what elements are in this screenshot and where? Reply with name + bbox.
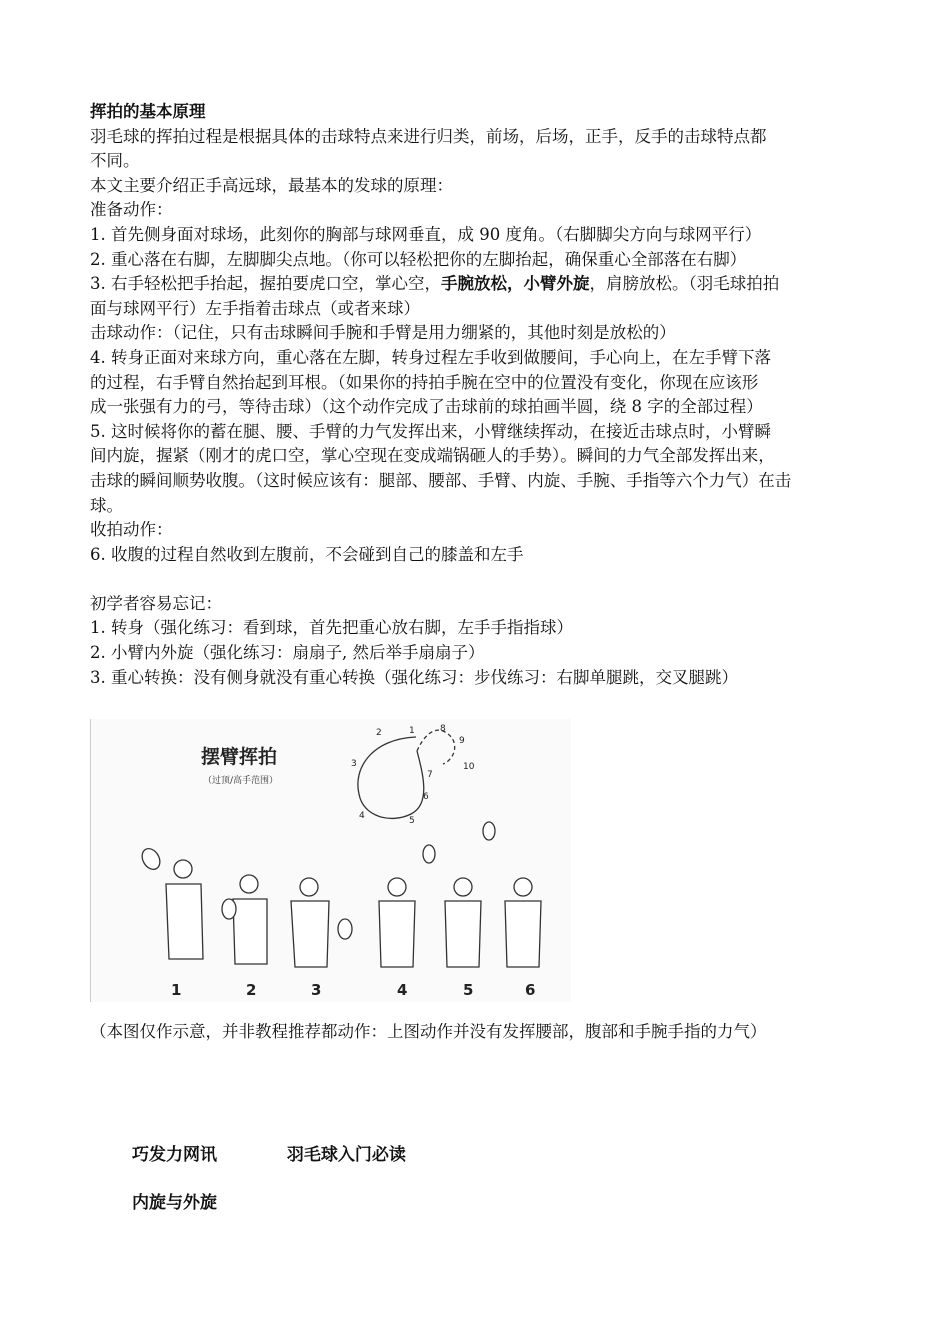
step-4-c: 成一张强有力的弓，等待击球）（这个动作完成了击球前的球拍画半圆，绕 8 字的全部过程） <box>90 397 763 417</box>
step-5-a: 5. 这时候将你的蓄在腿、腰、手臂的力气发挥出来，小臂继续挥动，在接近击球点时，小臂瞬 <box>90 421 771 441</box>
step-2: 2. 重心落在右脚，左脚脚尖点地。（你可以轻松把你的左脚抬起，确保重心全部落在右脚） <box>90 249 747 269</box>
footer-link-rotation[interactable]: 内旋与外旋 <box>132 1193 217 1213</box>
marker-1: 1 <box>409 726 415 736</box>
path-markers <box>351 724 475 826</box>
hit-heading: 击球动作：（记住，只有击球瞬间手腕和手臂是用力绷紧的，其他时刻是放松的） <box>90 323 676 343</box>
step-3-cont: 面与球网平行）左手指着击球点（或者来球） <box>90 298 420 318</box>
player-figures <box>139 822 541 967</box>
player-figure-6 <box>505 878 541 967</box>
intro-line-2: 本文主要介绍正手高远球，最基本的发球的原理： <box>90 175 453 195</box>
stage-number-2: 2 <box>246 981 257 999</box>
figure-title: 摆臂挥拍 <box>201 746 278 768</box>
swing-illustration-svg <box>91 719 571 1002</box>
spacer <box>90 567 865 592</box>
stage-number-4: 4 <box>397 981 408 999</box>
player-figure-3 <box>291 878 352 967</box>
step-3 <box>90 272 865 297</box>
marker-4: 4 <box>359 811 365 821</box>
stage-number-5: 5 <box>463 981 474 999</box>
step-5-d: 球。 <box>90 495 123 515</box>
step-6: 6. 收腹的过程自然收到左腹前，不会碰到自己的膝盖和左手 <box>90 544 524 564</box>
footer-links <box>132 1140 406 1165</box>
marker-6: 6 <box>423 792 429 802</box>
stage-number-1: 1 <box>171 981 182 999</box>
prep-heading: 准备动作： <box>90 200 173 220</box>
marker-2: 2 <box>376 728 382 738</box>
player-figure-4 <box>379 845 435 967</box>
player-figure-1 <box>139 845 203 959</box>
intro-line-1: 羽毛球的挥拍过程是根据具体的击球特点来进行归类，前场，后场，正手，反手的击球特点都 <box>90 126 767 146</box>
step-3-e: ，肩膀放松。（羽毛球拍拍 <box>589 274 780 294</box>
swing-path <box>358 730 455 818</box>
step-3-comma: ， <box>507 274 524 294</box>
step-3-bold-forearm: 小臂外旋 <box>523 274 590 294</box>
marker-8: 8 <box>440 724 446 734</box>
step-3-bold-wrist: 手腕放松 <box>441 274 507 294</box>
step-3-a: 3. 右手轻松把手抬起，握拍要虎口空，掌心空， <box>90 274 441 294</box>
marker-7: 7 <box>427 770 433 780</box>
forget-3: 3. 重心转换：没有侧身就没有重心转换（强化练习：步伐练习：右脚单腿跳，交叉腿跳） <box>90 667 738 687</box>
player-figure-2 <box>222 875 267 964</box>
stage-number-3: 3 <box>311 981 322 999</box>
stage-number-6: 6 <box>525 981 536 999</box>
stage-numbers <box>171 981 535 999</box>
player-figure-5 <box>445 822 495 967</box>
marker-5: 5 <box>409 816 415 826</box>
follow-heading: 收拍动作： <box>90 520 173 540</box>
swing-illustration <box>90 719 571 1002</box>
step-1: 1. 首先侧身面对球场，此刻你的胸部与球网垂直，成 90 度角。（右脚脚尖方向与球网平行） <box>90 224 762 244</box>
article-title: 挥拍的基本原理 <box>90 102 206 121</box>
forget-1: 1. 转身（强化练习：看到球，首先把重心放右脚，左手手指指球） <box>90 618 573 638</box>
forget-heading: 初学者容易忘记： <box>90 593 222 613</box>
marker-3: 3 <box>351 759 357 769</box>
article-body <box>90 100 865 690</box>
intro-line-1b: 不同。 <box>90 151 140 171</box>
step-5-c: 击球的瞬间顺势收腹。（这时候应该有：腿部、腰部、手臂、内旋、手腕、手指等六个力气）在击 <box>90 470 792 490</box>
forget-2: 2. 小臂内外旋（强化练习：扇扇子, 然后举手扇扇子） <box>90 643 485 663</box>
marker-10: 10 <box>463 762 475 772</box>
step-4-b: 的过程，右手臂自然抬起到耳根。（如果你的持拍手腕在空中的位置没有变化，你现在应该形 <box>90 372 759 392</box>
footer-link-source[interactable]: 巧发力网讯 <box>132 1145 217 1165</box>
figure-subtitle: （过顶/高手范围） <box>203 776 279 786</box>
figure-caption: （本图仅作示意，并非教程推荐都动作：上图动作并没有发挥腰部，腹部和手腕手指的力气） <box>90 1022 767 1041</box>
step-4-a: 4. 转身正面对来球方向，重心落在左脚，转身过程左手收到做腰间，手心向上，在左手臂下落 <box>90 347 771 367</box>
marker-9: 9 <box>459 736 465 746</box>
step-5-b: 间内旋，握紧（刚才的虎口空，掌心空现在变成端锅砸人的手势）。瞬间的力气全部发挥出来， <box>90 446 775 466</box>
footer-link-beginner-guide[interactable]: 羽毛球入门必读 <box>286 1145 406 1165</box>
